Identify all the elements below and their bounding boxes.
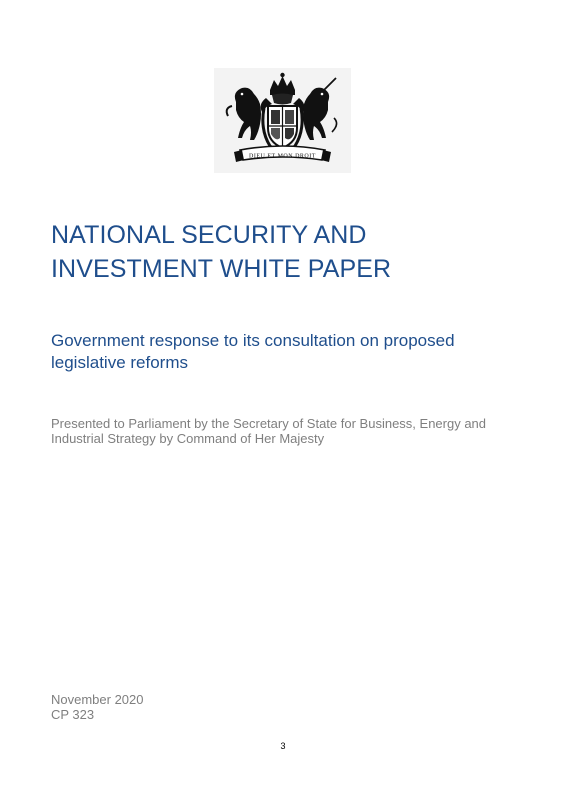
presented-to-parliament-text: Presented to Parliament by the Secretary of State for Business, Energy and Industrial Strategy by Command of Her Majesty: [51, 416, 487, 446]
svg-text:DIEU ET MON DROIT: DIEU ET MON DROIT: [249, 153, 316, 160]
document-title-line-1: NATIONAL SECURITY AND: [51, 221, 367, 249]
command-paper-number: CP 323: [51, 707, 95, 722]
document-title-line-2: INVESTMENT WHITE PAPER: [51, 255, 392, 283]
publication-info: [51, 692, 144, 722]
publication-date: November 2020: [51, 692, 144, 707]
coat-of-arms-drawing: [214, 68, 351, 173]
document-subtitle: Government response to its consultation on proposed legislative reforms: [51, 331, 455, 372]
royal-coat-of-arms-icon: [214, 68, 351, 173]
page-number: 3: [280, 741, 286, 751]
document-title: [51, 218, 531, 286]
